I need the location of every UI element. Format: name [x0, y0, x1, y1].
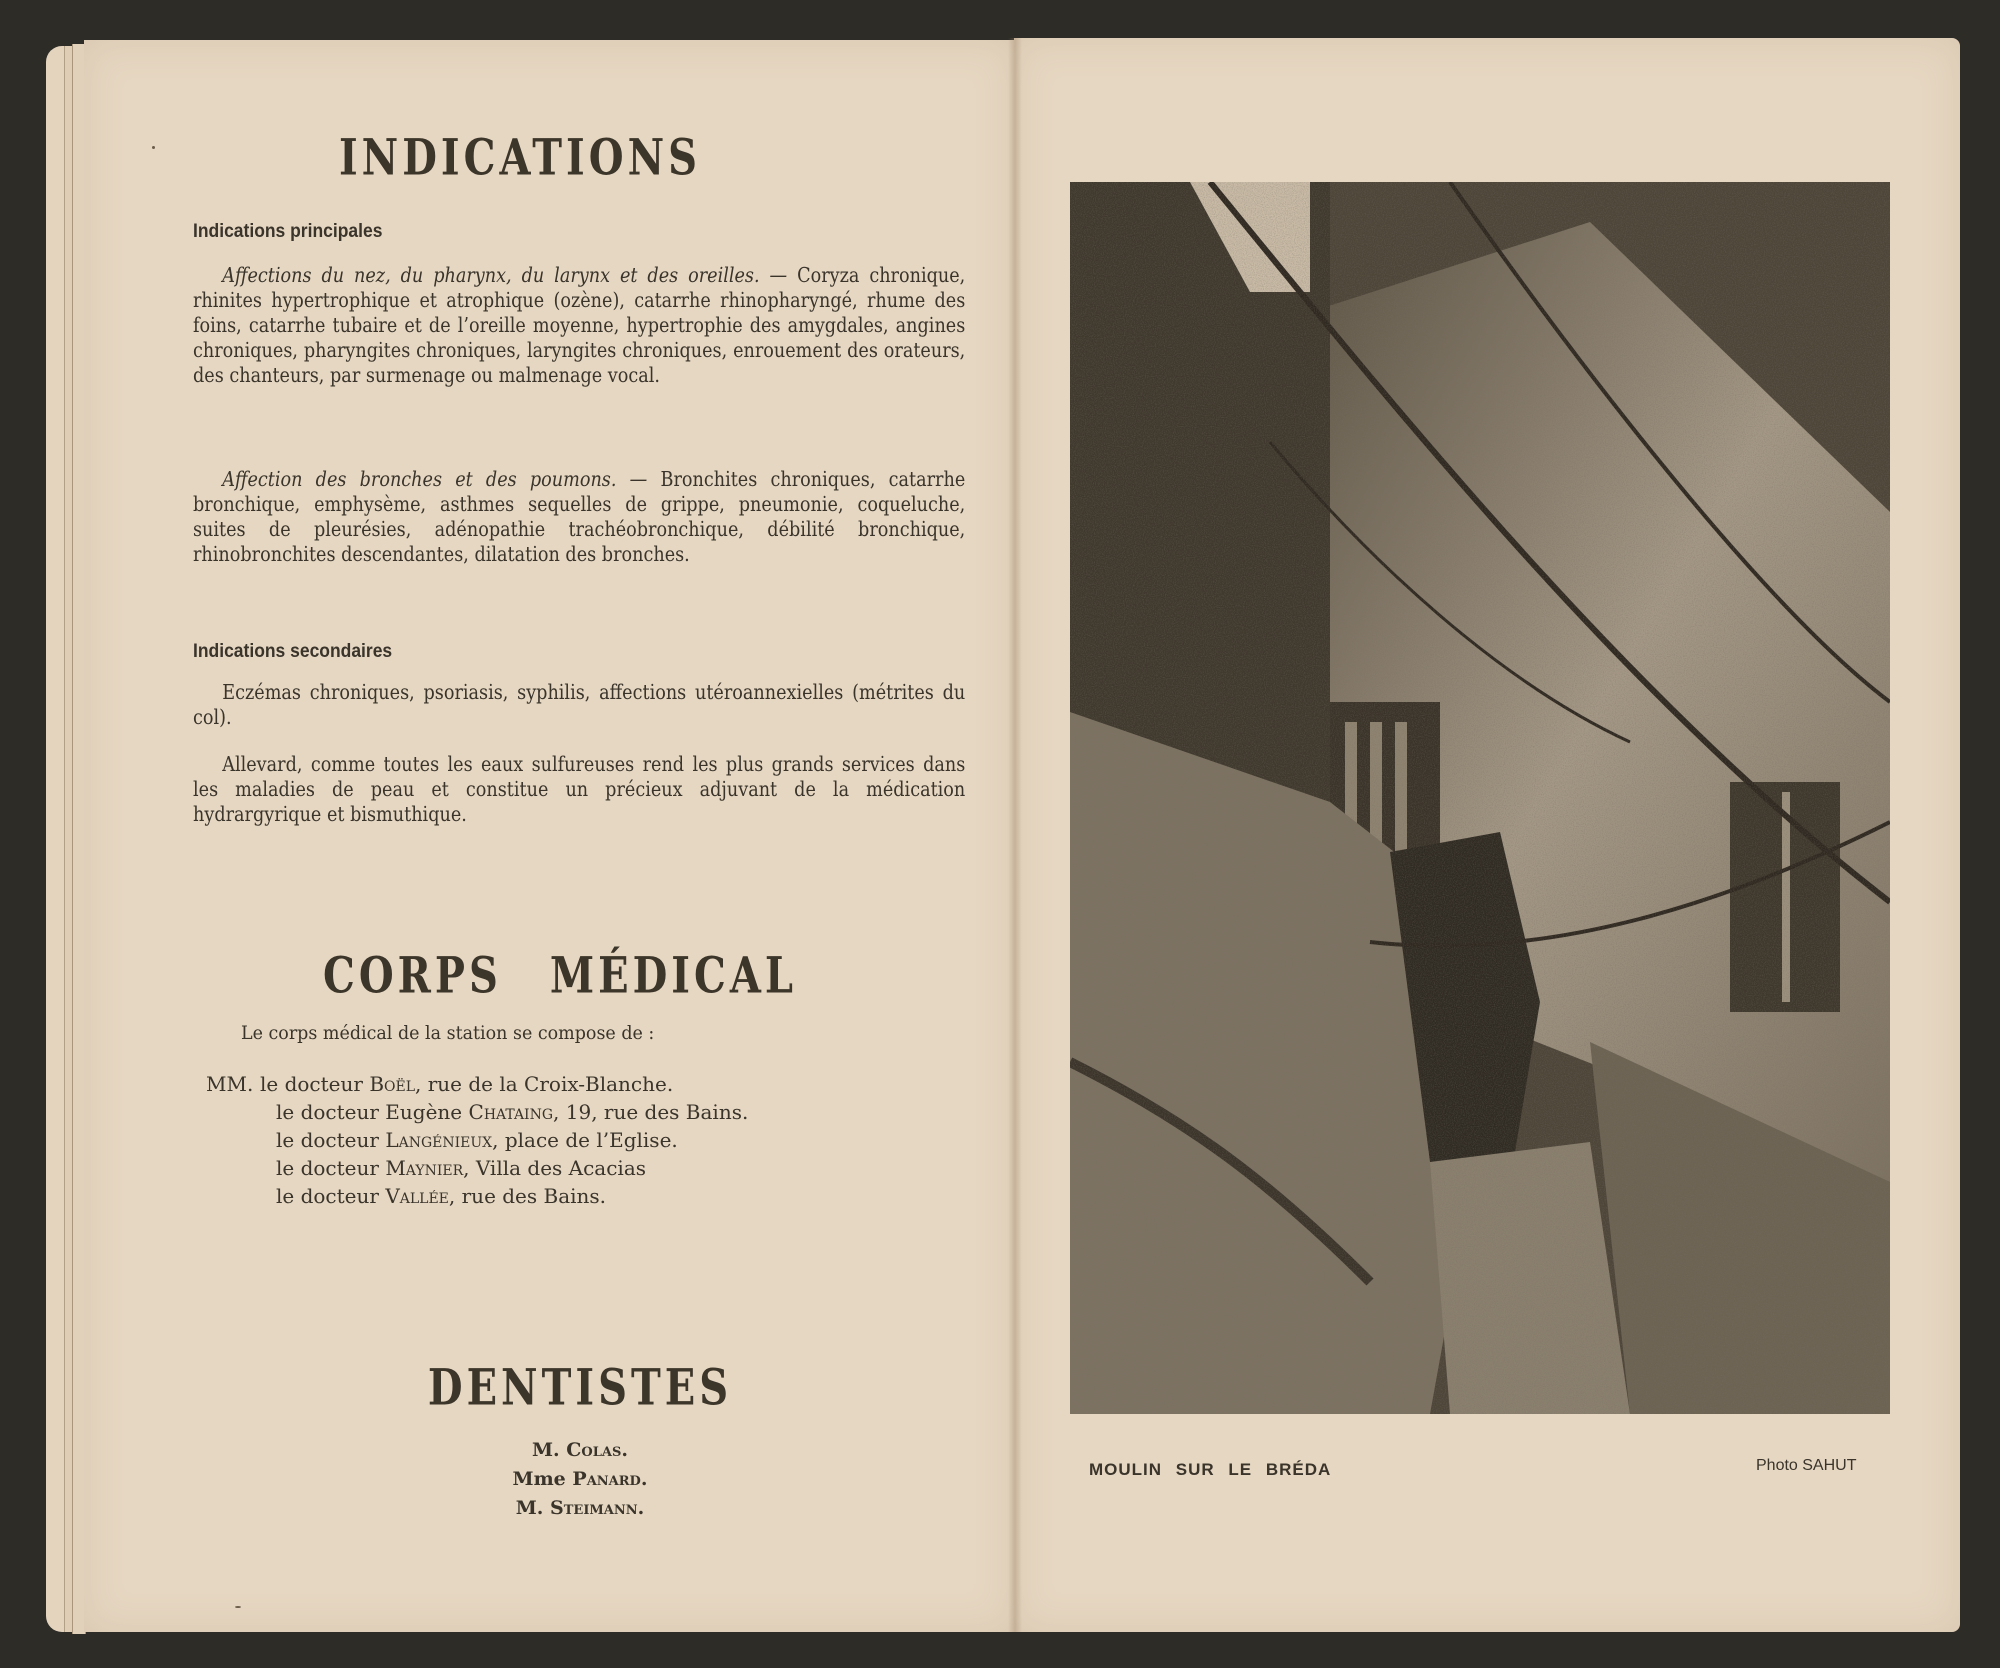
paragraph-eczemas: Eczémas chroniques, psoriasis, syphilis, affections utéroannexielles (métrites du col).: [193, 680, 966, 729]
mill-photo-image: [1070, 182, 1890, 1414]
dentist-row: [430, 1465, 730, 1494]
dentist-name: Colas.: [566, 1439, 628, 1461]
paragraph-allevard: Allevard, comme toutes les eaux sulfureuses rend les plus grands services dans les maladies de peau et constitue un précieux adjuvant de la médication hydrargyrique et bismuthique.: [193, 752, 966, 826]
paragraph-lead: Affection des bronches et des poumons. —: [222, 467, 648, 491]
doctor-title: le docteur: [276, 1128, 379, 1152]
mill-photograph: [1070, 182, 1890, 1414]
photo-credit: Photo SAHUT: [1756, 1457, 1857, 1474]
indications-secondaires-heading: Indications secondaires: [193, 641, 393, 662]
paragraph-body: Bronchites chroniques, catarrhe bronchique, emphysème, asthmes sequelles de grippe, pneumonie, coqueluche, suites de pleurésies, adénopathie trachéobronchique, débilité bronchique, rhinobronchites descendantes, dilatation des bronches.: [193, 467, 966, 566]
dentist-name: Steimann.: [550, 1497, 645, 1519]
doctor-address: , rue de la Croix-Blanche.: [415, 1072, 674, 1096]
doctor-name: Vallée: [385, 1184, 449, 1208]
doctor-entry: [260, 1070, 673, 1098]
corps-medical-intro: Le corps médical de la station se compose de :: [241, 1022, 655, 1044]
dentistes-title: DENTISTES: [427, 1358, 733, 1417]
dentist-list: [430, 1436, 730, 1523]
paragraph-lead: Affections du nez, du pharynx, du larynx et des oreilles. —: [222, 263, 788, 287]
book-gutter: [1008, 38, 1022, 1632]
doctor-address: , Villa des Acacias: [463, 1156, 647, 1180]
dentist-title: Mme: [512, 1468, 566, 1490]
doctor-name: Boël: [369, 1072, 416, 1096]
doctor-prefix: MM.: [206, 1072, 254, 1096]
indications-principales-heading: Indications principales: [193, 221, 383, 242]
doctor-address: , rue des Bains.: [448, 1184, 607, 1208]
paper-speck: [235, 1606, 241, 1608]
doctor-title: le docteur Eugène: [276, 1100, 463, 1124]
dentist-title: M.: [532, 1439, 560, 1461]
doctor-title: le docteur: [276, 1184, 379, 1208]
doctor-name: Maynier: [385, 1156, 464, 1180]
dentist-title: M.: [515, 1497, 544, 1519]
doctor-entry: [276, 1154, 646, 1182]
doctor-name: Chataing: [468, 1100, 554, 1124]
paper-speck: [152, 146, 155, 149]
dentist-row: [430, 1494, 730, 1523]
doctor-address: , place de l’Eglise.: [492, 1128, 678, 1152]
corps-medical-title: CORPS MÉDICAL: [323, 946, 797, 1005]
dentist-name: Panard.: [572, 1468, 648, 1490]
photo-caption: MOULIN SUR LE BRÉDA: [1089, 1460, 1332, 1479]
dentist-row: [430, 1436, 730, 1465]
indications-title: INDICATIONS: [338, 128, 702, 187]
doctor-title: le docteur: [260, 1072, 363, 1096]
doctor-entry: [276, 1126, 678, 1154]
doctor-address: , 19, rue des Bains.: [553, 1100, 749, 1124]
doctor-entry: [276, 1098, 748, 1126]
paragraph-nez-pharynx: [193, 263, 965, 388]
doctor-title: le docteur: [276, 1156, 379, 1180]
doctor-entry: [276, 1182, 606, 1210]
paragraph-bronches: [193, 467, 965, 567]
paragraph-body: Coryza chronique, rhinites hypertrophique et atrophique (ozène), catarrhe rhinopharyngé, rhume des foins, catarrhe tubaire et de l’oreille moyenne, hypertrophie des amygdales, angines chroniques, pharyngites chroniques, laryngites chroniques, enrouement des orateurs, des chanteurs, par surmenage ou malmenage vocal.: [193, 263, 966, 387]
doctor-name: Langénieux: [385, 1128, 493, 1152]
